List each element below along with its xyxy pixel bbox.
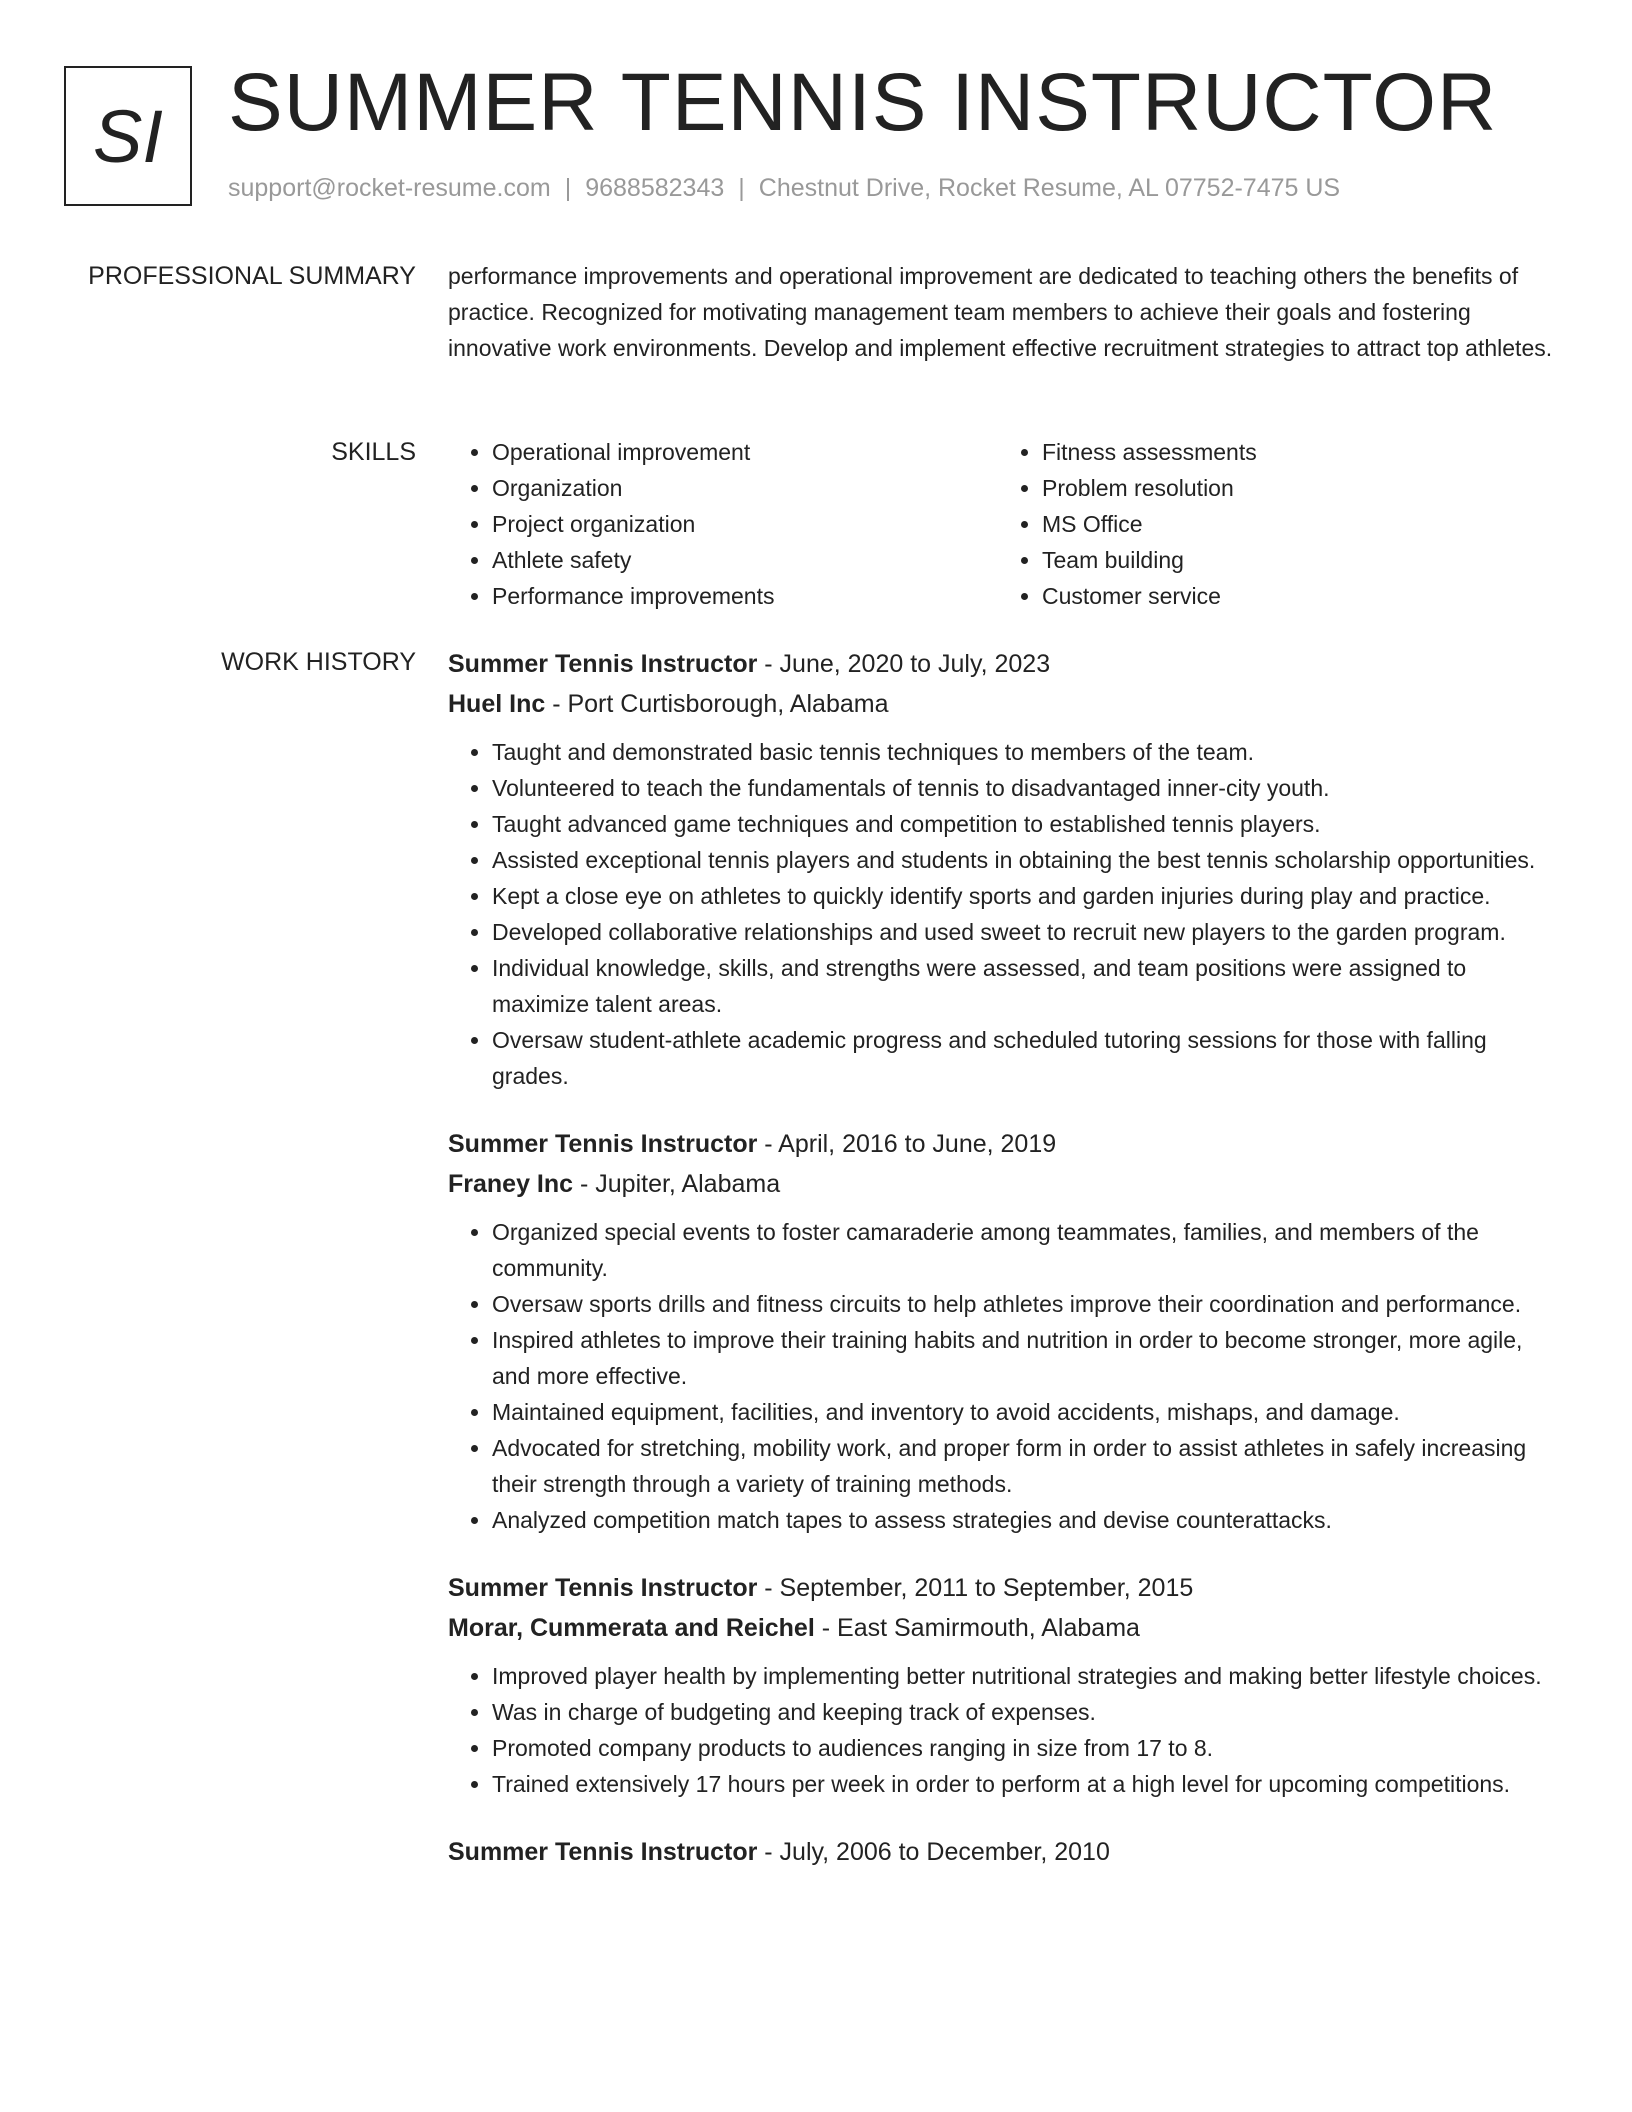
job-entry <box>448 644 1564 1094</box>
job-role: Summer Tennis Instructor <box>448 1838 758 1866</box>
job-bullet: • Improved player health by implementing better nutritional strategies and making better lifestyle choices. <box>492 1658 1564 1694</box>
skill-item: • Fitness assessments <box>1042 434 1548 470</box>
job-bullets <box>448 1214 1564 1538</box>
job-title-line <box>448 1124 1564 1164</box>
job-bullet: • Assisted exceptional tennis players and students in obtaining the best tennis scholarship opportunities. <box>492 842 1564 878</box>
skill-item: • Customer service <box>1042 578 1548 614</box>
job-bullet: • Developed collaborative relationships and used sweet to recruit new players to the garden program. <box>492 914 1564 950</box>
job-title-line <box>448 1832 1564 1872</box>
skill-item: • Operational improvement <box>492 434 998 470</box>
job-bullets <box>448 734 1564 1094</box>
job-location: - Port Curtisborough, Alabama <box>545 690 889 718</box>
job-bullet: • Volunteered to teach the fundamentals of tennis to disadvantaged inner-city youth. <box>492 770 1564 806</box>
job-bullet: • Maintained equipment, facilities, and inventory to avoid accidents, mishaps, and damage. <box>492 1394 1564 1430</box>
job-bullet: • Promoted company products to audiences ranging in size from 17 to 8. <box>492 1730 1564 1766</box>
skill-item: • Problem resolution <box>1042 470 1548 506</box>
email-link[interactable]: support@rocket-resume.com <box>228 174 551 202</box>
monogram-logo: SI <box>64 66 192 206</box>
phone-number: 9688582343 <box>585 174 725 202</box>
skill-item: • MS Office <box>1042 506 1548 542</box>
job-company: Morar, Cummerata and Reichel <box>448 1614 815 1642</box>
job-bullet: • Trained extensively 17 hours per week in order to perform at a high level for upcoming competitions. <box>492 1766 1564 1802</box>
job-bullet: • Was in charge of budgeting and keeping track of expenses. <box>492 1694 1564 1730</box>
skill-item: • Team building <box>1042 542 1548 578</box>
job-company: Huel Inc <box>448 690 546 718</box>
job-dates: - September, 2011 to September, 2015 <box>757 1574 1194 1602</box>
job-bullet: • Taught advanced game techniques and competition to established tennis players. <box>492 806 1564 842</box>
summary-heading: PROFESSIONAL SUMMARY <box>88 262 416 290</box>
job-bullet: • Oversaw student-athlete academic progress and scheduled tutoring sessions for those with falling grades. <box>492 1022 1564 1094</box>
job-title-line <box>448 1568 1564 1608</box>
skill-item: • Project organization <box>492 506 998 542</box>
job-bullet: • Organized special events to foster camaraderie among teammates, families, and members of the community. <box>492 1214 1564 1286</box>
job-entry <box>448 1832 1564 1872</box>
skills-heading: SKILLS <box>331 438 416 466</box>
job-bullet: • Advocated for stretching, mobility work, and proper form in order to assist athletes in safely increasing their strength through a variety of training methods. <box>492 1430 1564 1502</box>
skill-item: • Athlete safety <box>492 542 998 578</box>
job-dates: - April, 2016 to June, 2019 <box>757 1130 1057 1158</box>
job-role: Summer Tennis Instructor <box>448 1130 758 1158</box>
job-bullet: • Inspired athletes to improve their training habits and nutrition in order to become stronger, more agile, and more effective. <box>492 1322 1564 1394</box>
job-company-line <box>448 1608 1564 1648</box>
separator: | <box>738 174 745 202</box>
job-location: - East Samirmouth, Alabama <box>814 1614 1140 1642</box>
job-title-line <box>448 644 1564 684</box>
job-bullet: • Analyzed competition match tapes to assess strategies and devise counterattacks. <box>492 1502 1564 1538</box>
separator: | <box>564 174 572 202</box>
job-company-line <box>448 1164 1564 1204</box>
job-dates: - June, 2020 to July, 2023 <box>757 650 1051 678</box>
summary-text: performance improvements and operational improvement are dedicated to teaching others the benefits of practice. Recognized for motivating management team members to achieve their goals and fostering innovative work environments. Develop and implement effective recruitment strategies to attract top athletes. <box>448 263 1553 361</box>
skills-list-left <box>448 434 998 614</box>
job-company: Franey Inc <box>448 1170 574 1198</box>
job-location: - Jupiter, Alabama <box>573 1170 781 1198</box>
skill-item: • Performance improvements <box>492 578 998 614</box>
job-dates: - July, 2006 to December, 2010 <box>757 1838 1110 1866</box>
job-role: Summer Tennis Instructor <box>448 650 758 678</box>
job-bullet: • Kept a close eye on athletes to quickly identify sports and garden injuries during play and practice. <box>492 878 1564 914</box>
page-title: SUMMER TENNIS INSTRUCTOR <box>228 57 1498 148</box>
job-entry <box>448 1124 1564 1538</box>
job-bullet: • Oversaw sports drills and fitness circuits to help athletes improve their coordination and performance. <box>492 1286 1564 1322</box>
work-history-heading: WORK HISTORY <box>221 648 416 676</box>
address: Chestnut Drive, Rocket Resume, AL 07752-7475 US <box>758 174 1341 202</box>
job-bullet: • Taught and demonstrated basic tennis techniques to members of the team. <box>492 734 1564 770</box>
job-entry <box>448 1568 1564 1802</box>
skills-list-right <box>998 434 1548 614</box>
contact-line <box>228 174 1340 203</box>
job-bullet: • Individual knowledge, skills, and strengths were assessed, and team positions were assigned to maximize talent areas. <box>492 950 1564 1022</box>
job-role: Summer Tennis Instructor <box>448 1574 758 1602</box>
skill-item: • Organization <box>492 470 998 506</box>
job-company-line <box>448 684 1564 724</box>
job-bullets <box>448 1658 1564 1802</box>
